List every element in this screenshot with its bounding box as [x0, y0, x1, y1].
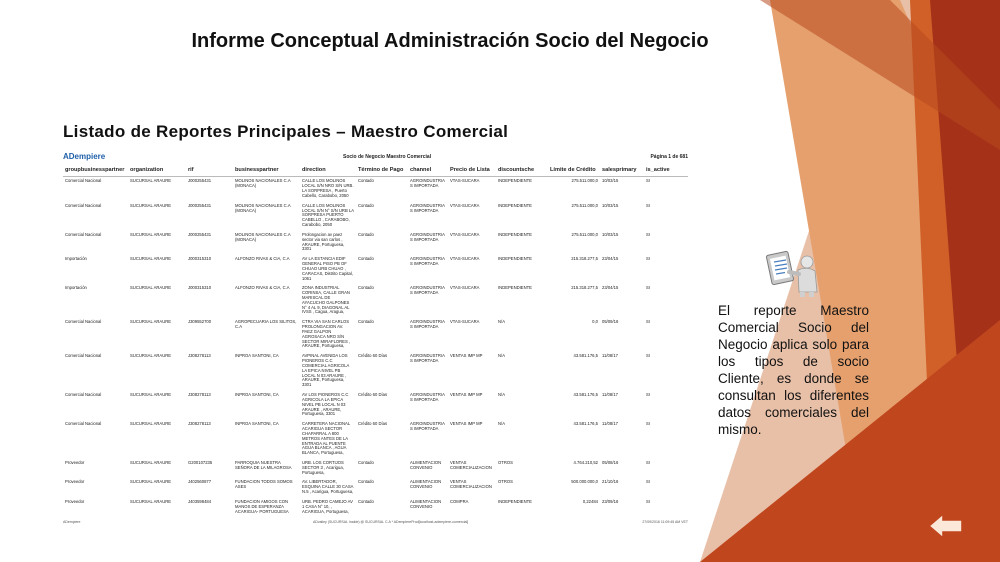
table-cell: J000315310	[188, 285, 212, 291]
table-cell: J000255431	[188, 178, 212, 184]
table-cell: URB. LOS CORTIJOS SECTOR 3 , Acarigua, Portuguesa,	[302, 460, 344, 475]
table-cell: Crédito 60 Días	[358, 392, 388, 398]
table-cell: Comercial Nacional	[65, 231, 102, 237]
table-cell: Comercial Nacional	[65, 319, 102, 325]
table-cell: AGROINDUSTRIAS IMPORTADA	[410, 178, 445, 189]
report-title: Socio de Negocio Maestro Comercial	[343, 154, 432, 160]
table-row	[63, 478, 688, 497]
back-arrow-icon	[929, 514, 962, 538]
table-cell: ALIMENTACION CONVENIO	[410, 479, 442, 490]
table-cell: INPROA SANTONI, CA	[235, 392, 279, 398]
table-cell: AGROINDUSTRIAS IMPORTADA	[410, 285, 445, 296]
table-cell: VTAS-SUCARA	[450, 202, 480, 208]
table-cell: Contado	[358, 231, 374, 237]
table-cell: INDEPENDIENTE	[498, 498, 532, 504]
table-cell: 0,0	[592, 319, 598, 325]
table-cell: MOLINOS NACIONALES C.A (MONACA)	[235, 202, 291, 213]
table-cell: SUCURSAL ARAURE	[130, 421, 172, 427]
table-cell: J308278113	[188, 353, 211, 359]
table-cell: Contado	[358, 178, 374, 184]
table-cell: Crédito 60 Días	[358, 421, 388, 427]
table-cell: VTAS-SUCARA	[450, 178, 480, 184]
table-cell: INDEPENDIENTE	[498, 231, 532, 237]
table-cell: 23/09/16	[602, 498, 619, 504]
table-cell: 0,22484	[582, 498, 598, 504]
table-cell: G200107235	[188, 460, 213, 465]
table-cell: PARROQUIA NUESTRA SEÑORA DE LA MILAGROSA	[235, 460, 292, 470]
column-header: Límite de Crédito	[548, 167, 600, 177]
table-cell: 215.318.277,5	[571, 285, 598, 291]
table-cell: AGROINDUSTRIAS IMPORTADA	[410, 256, 445, 267]
table-cell: COMPRA	[450, 498, 469, 504]
table-cell: N/A	[498, 421, 505, 427]
table-cell: 21/10/16	[602, 479, 619, 485]
table-cell: SI	[646, 285, 650, 291]
table-cell: AGROINDUSTRIAS IMPORTADA	[410, 353, 445, 364]
table-cell: SUCURSAL ARAURE	[130, 353, 172, 359]
table-cell: FUNDACION TODOS SOMOS ASES	[235, 479, 293, 490]
table-cell: Importación	[65, 285, 87, 291]
description-text: El reporte Maestro Comercial Socio del Negocio aplica solo para los tipos de socio Cliente, es donde se consultan los diferentes datos comerciales del mismo.	[718, 303, 869, 437]
column-header: discountsche	[496, 167, 548, 177]
table-cell: SI	[646, 479, 650, 485]
table-cell: Contado	[358, 256, 374, 262]
report-footer-center: ADvalley (SUCURSAL Inalde) @ SUCURSAL C.A * ADempiereProd[localhost-adempiere-comercial]	[313, 520, 469, 524]
table-cell: AGROINDUSTRIAS IMPORTADA	[410, 202, 445, 213]
table-cell: 10/03/15	[602, 202, 619, 208]
table-cell: AV LOS PIONEROS C.C AGRICOLA LA EPICA NIVEL PB LOCAL N 03 ARAURE , ARAURE, Portuguesa, 3301	[302, 392, 349, 417]
table-cell: Crédito 60 Días	[358, 353, 388, 359]
table-cell: J000255431	[188, 202, 212, 208]
table-cell: AVPINAL AVENIDA LOS PIONEROS C.C COMERCIAL AGRICOLA LA EPICA NIVEL PB LOCAL N 03 ARAURE , ARAURE, Portuguesa, 3301	[302, 353, 350, 388]
table-cell: VENTAS IMP MP	[450, 392, 483, 398]
table-cell: VENTAS IMP MP	[450, 353, 483, 359]
table-row	[63, 318, 688, 352]
table-cell: J309552700	[188, 319, 212, 325]
table-row	[63, 255, 688, 284]
table-cell: N/A	[498, 392, 505, 398]
table-row	[63, 284, 688, 318]
table-cell: ALFONZO RIVAS & CIA, C.A	[235, 285, 290, 291]
table-cell: Comercial Nacional	[65, 392, 102, 398]
table-cell: VTAS-SUCARA	[450, 319, 480, 325]
table-cell: J000315310	[188, 256, 212, 262]
table-cell: SUCURSAL ARAURE	[130, 178, 172, 184]
table-cell: CALLE LOS MOLINOS LOCAL S/N N° S/N URB LA SORPRESA PUERTO CABELLO , CARABOBO, Carabobo, 2050	[302, 202, 354, 228]
table-cell: MOLINOS NACIONALES C.A (MONACA)	[235, 178, 291, 189]
table-cell: AGROINDUSTRIAS IMPORTADA	[410, 421, 445, 432]
table-cell: Contado	[358, 498, 374, 504]
table-cell: SUCURSAL ARAURE	[130, 392, 172, 398]
table-cell: SUCURSAL ARAURE	[130, 231, 172, 237]
table-cell: SI	[646, 460, 650, 465]
table-cell: VENTAS IMP MP	[450, 421, 483, 427]
table-cell: N/A	[498, 353, 505, 359]
table-row	[63, 391, 688, 420]
table-cell: SUCURSAL ARAURE	[130, 202, 172, 208]
section-subtitle: Listado de Reportes Principales – Maestro Comercial	[63, 122, 509, 141]
table-cell: 05/08/16	[602, 460, 619, 465]
table-cell: 43.581.176,5	[573, 353, 598, 359]
table-cell: SUCURSAL ARAURE	[130, 285, 172, 291]
table-row	[63, 177, 688, 202]
table-cell: CALLE LOS MOLINOS LOCAL S/N NRO S/N URB. LA SORPRESA , Puerto Cabello, Carabobo, 2050	[302, 178, 354, 198]
column-header: Precio de Lista	[448, 167, 496, 177]
table-cell: FUNDACION AMIGOS CON MANOS DE ESPERANZA ACARIGUA- PORTUGUESA	[235, 498, 289, 514]
report-table	[63, 167, 688, 517]
table-cell: 275.511.000,0	[571, 202, 598, 208]
column-header: rif	[186, 167, 233, 177]
table-cell: 10/03/15	[602, 231, 619, 237]
table-cell: SI	[646, 392, 650, 398]
table-cell: 23/04/15	[602, 285, 619, 291]
table-cell: Importación	[65, 256, 87, 262]
table-cell: INDEPENDIENTE	[498, 178, 532, 184]
table-cell: SUCURSAL ARAURE	[130, 319, 172, 325]
column-header: Término de Pago	[356, 167, 408, 177]
table-cell: Contado	[358, 202, 374, 208]
column-header: organization	[128, 167, 186, 177]
table-row	[63, 420, 688, 459]
table-cell: Contado	[358, 460, 374, 465]
report-header-row	[63, 167, 688, 177]
table-cell: INDEPENDIENTE	[498, 202, 532, 208]
table-cell: OTROS	[498, 460, 513, 465]
table-cell: ALIMENTACION CONVENIO	[410, 460, 442, 470]
table-cell: AGROINDUSTRIAS IMPORTADA	[410, 231, 445, 242]
column-header: direction	[300, 167, 356, 177]
table-cell: SUCURSAL ARAURE	[130, 460, 172, 465]
table-cell: VENTAS COMERCIALIZACION	[450, 460, 492, 470]
table-cell: SI	[646, 421, 650, 427]
table-cell: 23/04/15	[602, 256, 619, 262]
table-cell: VENTAS COMERCIALIZACION	[450, 479, 492, 490]
table-cell: AGROINDUSTRIAS IMPORTADA	[410, 392, 445, 402]
table-cell: MOLINOS NACIONALES C.A (MONACA)	[235, 231, 291, 242]
table-cell: INPROA SANTONI, CA	[235, 421, 279, 427]
table-cell: 43.581.176,5	[573, 421, 598, 427]
table-cell: 4.764.210,52	[573, 460, 598, 465]
back-arrow-button[interactable]	[927, 511, 965, 541]
slide-title: Informe Conceptual Administración Socio del Negocio	[191, 30, 709, 52]
table-cell: SI	[646, 256, 650, 262]
table-cell: Proveedor	[65, 498, 85, 504]
report-footer-left: ADempiere	[63, 520, 81, 524]
table-cell: Prolongacion av paez sector via san carlos , ARAURE, Portuguesa, 3301	[302, 231, 345, 252]
table-cell: SI	[646, 202, 650, 208]
table-cell: AGROPECUARIA LOS SILITOS, C.A	[235, 319, 297, 330]
table-cell: INDEPENDIENTE	[498, 285, 532, 291]
table-cell: Comercial Nacional	[65, 421, 102, 427]
table-cell: 11/08/17	[602, 392, 618, 398]
table-cell: Proveedor	[65, 479, 85, 485]
table-cell: J402560877	[188, 479, 212, 485]
report-logo: ADempiere	[63, 152, 106, 161]
column-header: businesspartner	[233, 167, 300, 177]
table-cell: Contado	[358, 285, 374, 291]
table-cell: 11/08/17	[602, 353, 618, 359]
table-cell: OTROS	[498, 479, 513, 485]
column-header: groupbusinesspartner	[63, 167, 128, 177]
table-cell: J000255431	[188, 231, 212, 237]
table-cell: Contado	[358, 319, 374, 325]
table-cell: Comercial Nacional	[65, 178, 102, 184]
table-cell: Proveedor	[65, 460, 85, 465]
table-cell: J308278113	[188, 421, 211, 427]
table-cell: Contado	[358, 479, 374, 485]
table-cell: ALFONZO RIVAS & CIA, C.A	[235, 256, 290, 262]
table-cell: Comercial Nacional	[65, 202, 102, 208]
table-cell: 10/03/15	[602, 178, 619, 184]
table-cell: CARRETERA NACIONAL ACARIGUA SECTOR CHAPARRAL A 800 METROS ANTES DE LA ENTRADA AL PUENTE AGUA BLANCA , AGUA BLANCA, Portuguesa,	[302, 421, 351, 456]
table-cell: 11/08/17	[602, 421, 618, 427]
table-cell: CTRA VIA SAN CARLOS PROLONGACION AV. PAEZ GALPON AGROSACA NRO S/N SECTOR MIRAFLORES , ARAURE, Portuguesa,	[302, 319, 351, 349]
table-cell: SUCURSAL ARAURE	[130, 256, 172, 262]
report-header	[63, 152, 688, 164]
table-cell: 43.581.176,5	[573, 392, 598, 398]
table-cell: J403598484	[188, 498, 212, 504]
figure-clipboard-illustration	[763, 250, 823, 298]
column-header: salesprimary	[600, 167, 644, 177]
table-cell: SI	[646, 319, 650, 325]
table-cell: AGROINDUSTRIAS IMPORTADA	[410, 319, 445, 330]
table-cell: VTAS-SUCARA	[450, 256, 480, 262]
column-header: is_active	[644, 167, 688, 177]
table-cell: INDEPENDIENTE	[498, 256, 532, 262]
table-cell: ALIMENTACION CONVENIO	[410, 498, 442, 509]
table-cell: SI	[646, 498, 650, 504]
report-footer-right: 27/09/2016 11:09:45 AM VET	[642, 520, 688, 524]
table-row	[63, 202, 688, 231]
table-cell: INPROA SANTONI, CA	[235, 353, 279, 359]
table-cell: Comercial Nacional	[65, 353, 102, 359]
table-cell: ZONA INDUSTRIAL CORINSA, CALLE GRAN MARISCAL DE AYACUCHO GALPONES N° 4 AL 9, DIAGONAL AL IVSS , Cagua, Aragua,	[302, 285, 350, 315]
table-row	[63, 352, 688, 391]
report-page-number: Página 1 de 681	[650, 154, 688, 160]
table-cell: VTAS-SUCARA	[450, 285, 480, 291]
table-cell: SI	[646, 231, 650, 237]
table-cell: AV LA ESTANCIA EDIF GENERAL PISO PB OF CHUAO URB CHUAO , CARACAS, Distrito Capital, 1061	[302, 256, 353, 281]
table-cell: 275.511.000,0	[571, 231, 598, 237]
table-cell: SI	[646, 353, 650, 359]
table-cell: 275.511.000,0	[571, 178, 598, 184]
table-cell: N/A	[498, 319, 505, 325]
table-cell: 215.318.277,5	[571, 256, 598, 262]
table-cell: SUCURSAL ARAURE	[130, 479, 172, 485]
table-cell: SI	[646, 178, 650, 184]
table-cell: J308278113	[188, 392, 211, 398]
table-cell: URB. PEDRO CAMEJO AV 1 CASA N° 10, , ACARIGUA, Portuguesa,	[302, 498, 353, 514]
column-header: channel	[408, 167, 448, 177]
table-cell: 500.000.000,0	[571, 479, 598, 485]
table-row	[63, 498, 688, 517]
table-cell: 05/09/16	[602, 319, 619, 325]
table-cell: SUCURSAL ARAURE	[130, 498, 172, 504]
table-cell: VTAS-SUCARA	[450, 231, 480, 237]
table-row	[63, 231, 688, 255]
table-row	[63, 459, 688, 478]
table-cell: AV. LIBERTADOR, ESQUINA CALLE 30 CASA N.5 , Acarigua, Portuguesa,	[302, 479, 354, 495]
report-preview	[63, 152, 688, 527]
